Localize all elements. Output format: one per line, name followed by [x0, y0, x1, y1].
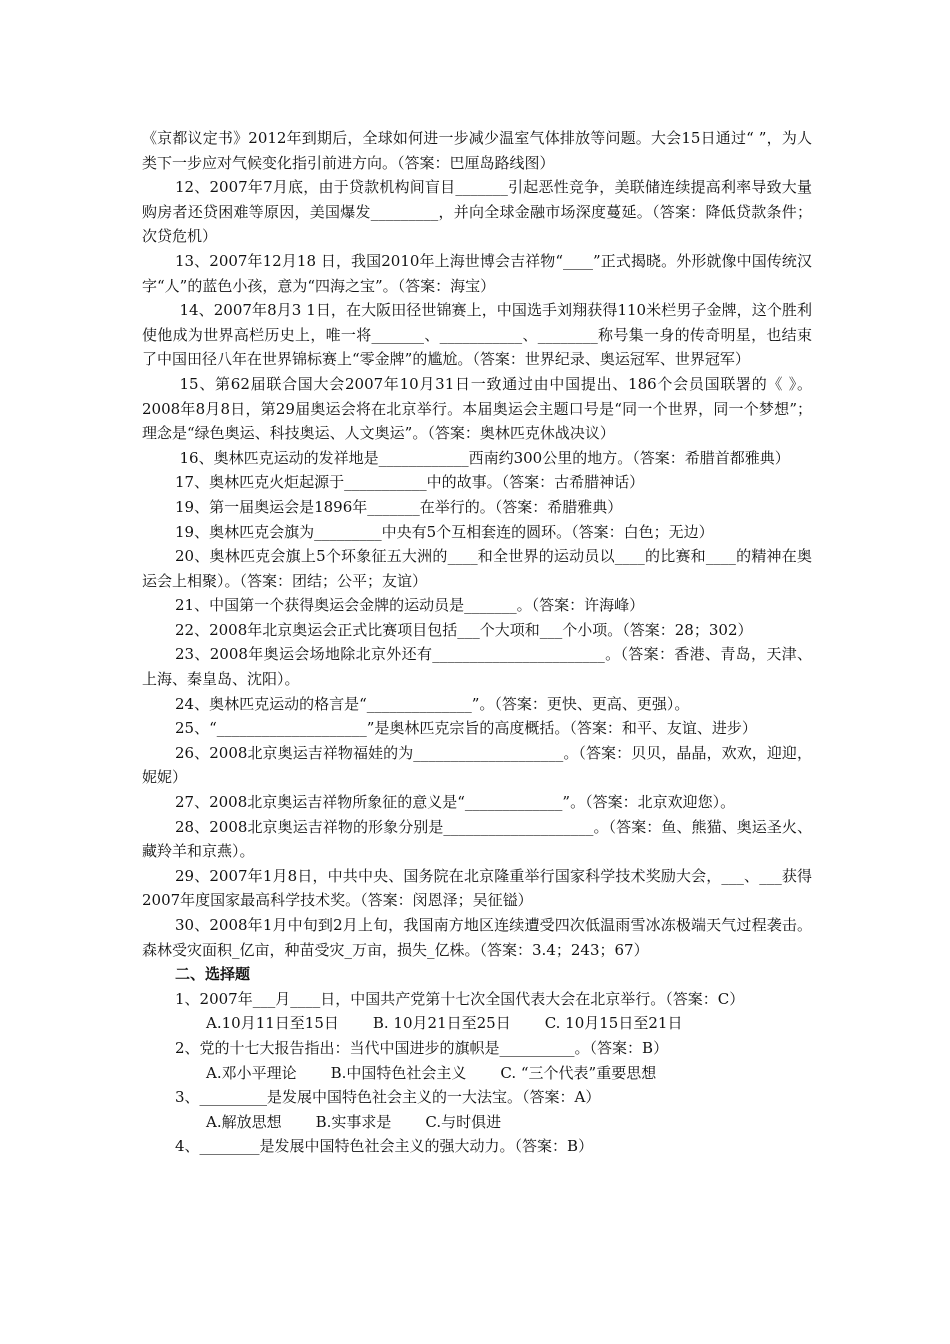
choice-options-2	[142, 1061, 812, 1086]
question-28: 28、2008北京奥运吉祥物的形象分别是____________________。（答案：鱼、熊猫、奥运圣火、藏羚羊和京燕）。	[142, 817, 812, 861]
option-c: C.与时俱进	[425, 1112, 502, 1131]
choice-question-3: 3、_________是发展中国特色社会主义的一大法宝。（答案：A）	[175, 1088, 601, 1107]
question-16: 16、奥林匹克运动的发祥地是____________西南约300公里的地方。（答案：希腊首都雅典）	[179, 448, 790, 467]
option-c: C. 10月15日至21日	[544, 1014, 683, 1033]
question-15: 15、第62届联合国大会2007年10月31日一致通过由中国提出、186个会员国联署的《 》。2008年8月8日，第29届奥运会将在北京举行。本届奥运会主题口号是“同一个世界，同一个梦想”；理念是“绿色奥运、科技奥运、人文奥运”。（答案：奥林匹克休战决议）	[142, 374, 812, 443]
choice-options-1	[142, 1011, 812, 1036]
question-21: 21、中国第一个获得奥运会金牌的运动员是_______。（答案：许海峰）	[175, 596, 645, 615]
choice-question-4: 4、________是发展中国特色社会主义的强大动力。（答案：B）	[175, 1137, 594, 1156]
choice-section	[142, 987, 812, 1159]
option-a: A.解放思想	[206, 1112, 282, 1131]
question-19b: 19、奥林匹克会旗为_________中央有5个互相套连的圆环。（答案：白色；无边）	[175, 522, 714, 541]
option-b: B. 10月21日至25日	[372, 1014, 511, 1033]
question-continuation: 《京都议定书》2012年到期后，全球如何进一步减少温室气体排放等问题。大会15日通过“ ”，为人类下一步应对气候变化指引前进方向。（答案：巴厘岛路线图）	[142, 129, 812, 172]
question-23: 23、2008年奥运会场地除北京外还有_______________________。（答案：香港、青岛，天津、上海、秦皇岛、沈阳）。	[142, 645, 812, 689]
choice-options-3	[142, 1110, 812, 1135]
option-a: A.邓小平理论	[206, 1063, 297, 1082]
choice-question-1: 1、2007年___月____日，中国共产党第十七次全国代表大会在北京举行。（答案：C）	[175, 989, 745, 1008]
question-14: 14、2007年8月3 1日，在大阪田径世锦赛上，中国选手刘翔获得110米栏男子金牌，这个胜利使他成为世界高栏历史上，唯一将_______、___________、________称号集一身的传奇明星，也结束了中国田径八年在世界锦标赛上“零金牌”的尴尬。（答案：世界纪录、奥运冠军、世界冠军）	[142, 301, 812, 369]
question-30: 30、2008年1月中旬到2月上旬，我国南方地区连续遭受四次低温雨雪冰冻极端天气过程袭击。森林受灾面积_亿亩，种苗受灾_万亩，损失_亿株。（答案：3.4；243；67）	[142, 916, 812, 959]
choice-question-2: 2、党的十七大报告指出：当代中国进步的旗帜是__________。（答案：B）	[175, 1038, 669, 1057]
document-body	[142, 126, 812, 1159]
question-17: 17、奥林匹克火炬起源于___________中的故事。（答案：古希腊神话）	[175, 473, 645, 492]
fill-blank-section	[142, 126, 812, 962]
section-heading: 二、选择题	[175, 965, 251, 984]
question-25: 25、“____________________”是奥林匹克宗旨的高度概括。（答案：和平、友谊、进步）	[175, 719, 757, 738]
option-b: B.实事求是	[315, 1112, 392, 1131]
option-c: C. “三个代表”重要思想	[500, 1063, 657, 1082]
option-b: B.中国特色社会主义	[330, 1063, 467, 1082]
question-13: 13、2007年12月18 日，我国2010年上海世博会吉祥物“____”正式揭晓。外形就像中国传统汉字“人”的蓝色小孩，意为“四海之宝”。（答案：海宝）	[142, 251, 812, 295]
question-20: 20、奥林匹克会旗上5个环象征五大洲的____和全世界的运动员以____的比赛和____的精神在奥运会上相聚）。（答案：团结；公平；友谊）	[142, 547, 812, 590]
question-26: 26、2008北京奥运吉祥物福娃的为____________________。（答案：贝贝，晶晶，欢欢，迎迎，妮妮）	[142, 743, 812, 787]
question-24: 24、奥林匹克运动的格言是“______________”。（答案：更快、更高、更强）。	[175, 694, 690, 713]
question-19a: 19、第一届奥运会是1896年_______在举行的。（答案：希腊雅典）	[175, 497, 623, 516]
question-29: 29、2007年1月8日，中共中央、国务院在北京隆重举行国家科学技术奖励大会，___、___获得2007年度国家最高科学技术奖。（答案：闵恩泽；吴征镒）	[142, 866, 812, 910]
question-12: 12、2007年7月底，由于贷款机构间盲目_______引起恶性竞争，美联储连续提高利率导致大量购房者还贷困难等原因，美国爆发_________，并向全球金融市场深度蔓延。（答案：降低贷款条件；次贷危机）	[142, 178, 812, 246]
option-a: A.10月11日至15日	[206, 1014, 339, 1033]
question-27: 27、2008北京奥运吉祥物所象征的意义是“_____________”。（答案：北京欢迎您）。	[175, 793, 736, 812]
question-22: 22、2008年北京奥运会正式比赛项目包括___个大项和___个小项。（答案：28；302）	[175, 620, 753, 639]
